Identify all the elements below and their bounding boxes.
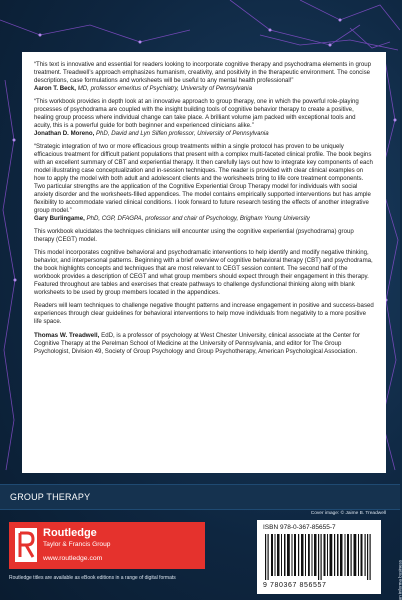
- barcode-box: [257, 520, 381, 594]
- description-paragraph: This workbook elucidates the techniques clinicians will encounter using the cognitive experiential (psychodrama) group therapy (CEGT) model.: [34, 228, 354, 243]
- cover-credit: Cover image: © Jaime B. Treadwell: [310, 511, 386, 516]
- endorsement-quote: “This workbook provides in depth look at an innovative approach to group therapy, one in which the powerful role-playing processes of psychodrama are coupled with the insight building tools of cognitive behavior therapy to create a positive, healing group process where individual change can take place. A brilliant volume jam packed with exceptional tools and acuity, this is a powerful guide for both beginner and experienced clinicians alike.”: [34, 98, 359, 129]
- category-band: [0, 484, 400, 510]
- endorsement-quote: “This text is innovative and essential for readers looking to incorporate cognitive therapy and psychodrama elements in group treatment. Treadwell’s approach emphasizes humanism, creativity, and positivity in the therapeutic environment. The concise descriptions, case formulations and worksheets will be useful to any mental health professional!”: [34, 61, 372, 84]
- author-bio: [34, 332, 374, 356]
- endorsement-affiliation: PhD, CGP, DFAGPA, professor and chair of Psychology, Brigham Young University: [86, 214, 310, 222]
- endorsement-author: Aaron T. Beck,: [34, 84, 76, 92]
- publisher-logo: [9, 522, 205, 569]
- description-paragraph: Readers will learn techniques to challenge negative thought patterns and increase engagement in positive and success-based experiences through clear guidelines for behavioral interventions to help move individuals from negativity to a more positive life space.: [34, 302, 374, 326]
- author-bio-text: EdD, is a professor of psychology at West Chester University, clinical associate at the Center for Cognitive Therapy at the Perelman School of Medicine at the University of Pennsylvania, and editor for The Group Psychologist, Division 49, Society of Group Psychology and Group Psychotherapy, American Psychological Association.: [34, 331, 361, 355]
- endorsement-author: Gary Burlingame,: [34, 214, 85, 222]
- informa-vertical-text: an informa business: [397, 560, 402, 600]
- author-name: Thomas W. Treadwell,: [34, 331, 100, 339]
- barcode-icon: [263, 534, 375, 580]
- endorsement: [34, 98, 374, 138]
- ebook-footnote: Routledge titles are available as eBook editions in a range of digital formats: [9, 575, 176, 581]
- isbn-label: ISBN 978-0-367-85655-7: [263, 524, 336, 531]
- category-label: GROUP THERAPY: [10, 492, 91, 502]
- publisher-group: Taylor & Francis Group: [43, 541, 111, 548]
- endorsement-affiliation: MD, professor emeritus of Psychiatry, University of Pennsylvania: [77, 84, 252, 92]
- publisher-url[interactable]: www.routledge.com: [43, 555, 103, 562]
- description-paragraph: This model incorporates cognitive behavioral and psychodramatic interventions to help identify and modify negative thinking, behavior, and interpersonal patterns. Beginning with a brief overview of cognitive behavioral therapy (CBT) and psychodrama, the book highlights concepts and techniques that are most relevant to CEGT session content. The second half of the workbook provides a description of CEGT and what group members should expect through their engagement in this therapy. Featured throughout are tables and exercises that create pathways to challenge dysfunctional thinking along with blank worksheets to be used by group members located in the appendices.: [34, 249, 373, 296]
- publisher-name: Routledge: [43, 527, 97, 539]
- text-panel: [22, 52, 386, 473]
- endorsement-quote: “Strategic integration of two or more efficacious group treatments within a single protocol has proven to be uniquely efficacious treatment for difficult patient populations that present with a complex multi-faceted clinical profile. The book begins with an excellent summary of CBT and experiential therapy. It then carefully lays out how to integrate key components of each model illustrating case conceptualization and in-session techniques. The reader is provided with clear clinical examples on how to apply the model with both adult and adolescent clients and the worksheets bring to life core treatment components. Two particular strengths are the application of the Cognitive Experiential Group Therapy model for individuals with social anxiety disorder and the worksheets-filled appendices. The model contains empirically supported interventions but has ample flexibility to accommodate varied clinical conditions. I look forward to future research testing the effects of another integrative group model.”: [34, 143, 373, 214]
- endorsement: [34, 61, 374, 93]
- endorsement-affiliation: PhD, David and Lyn Silfen professor, University of Pennsylvania: [95, 129, 269, 137]
- routledge-r-icon: [15, 528, 37, 562]
- endorsement: [34, 143, 374, 222]
- barcode-number: 9 780367 856557: [263, 582, 327, 589]
- endorsement-author: Jonathan D. Moreno,: [34, 129, 95, 137]
